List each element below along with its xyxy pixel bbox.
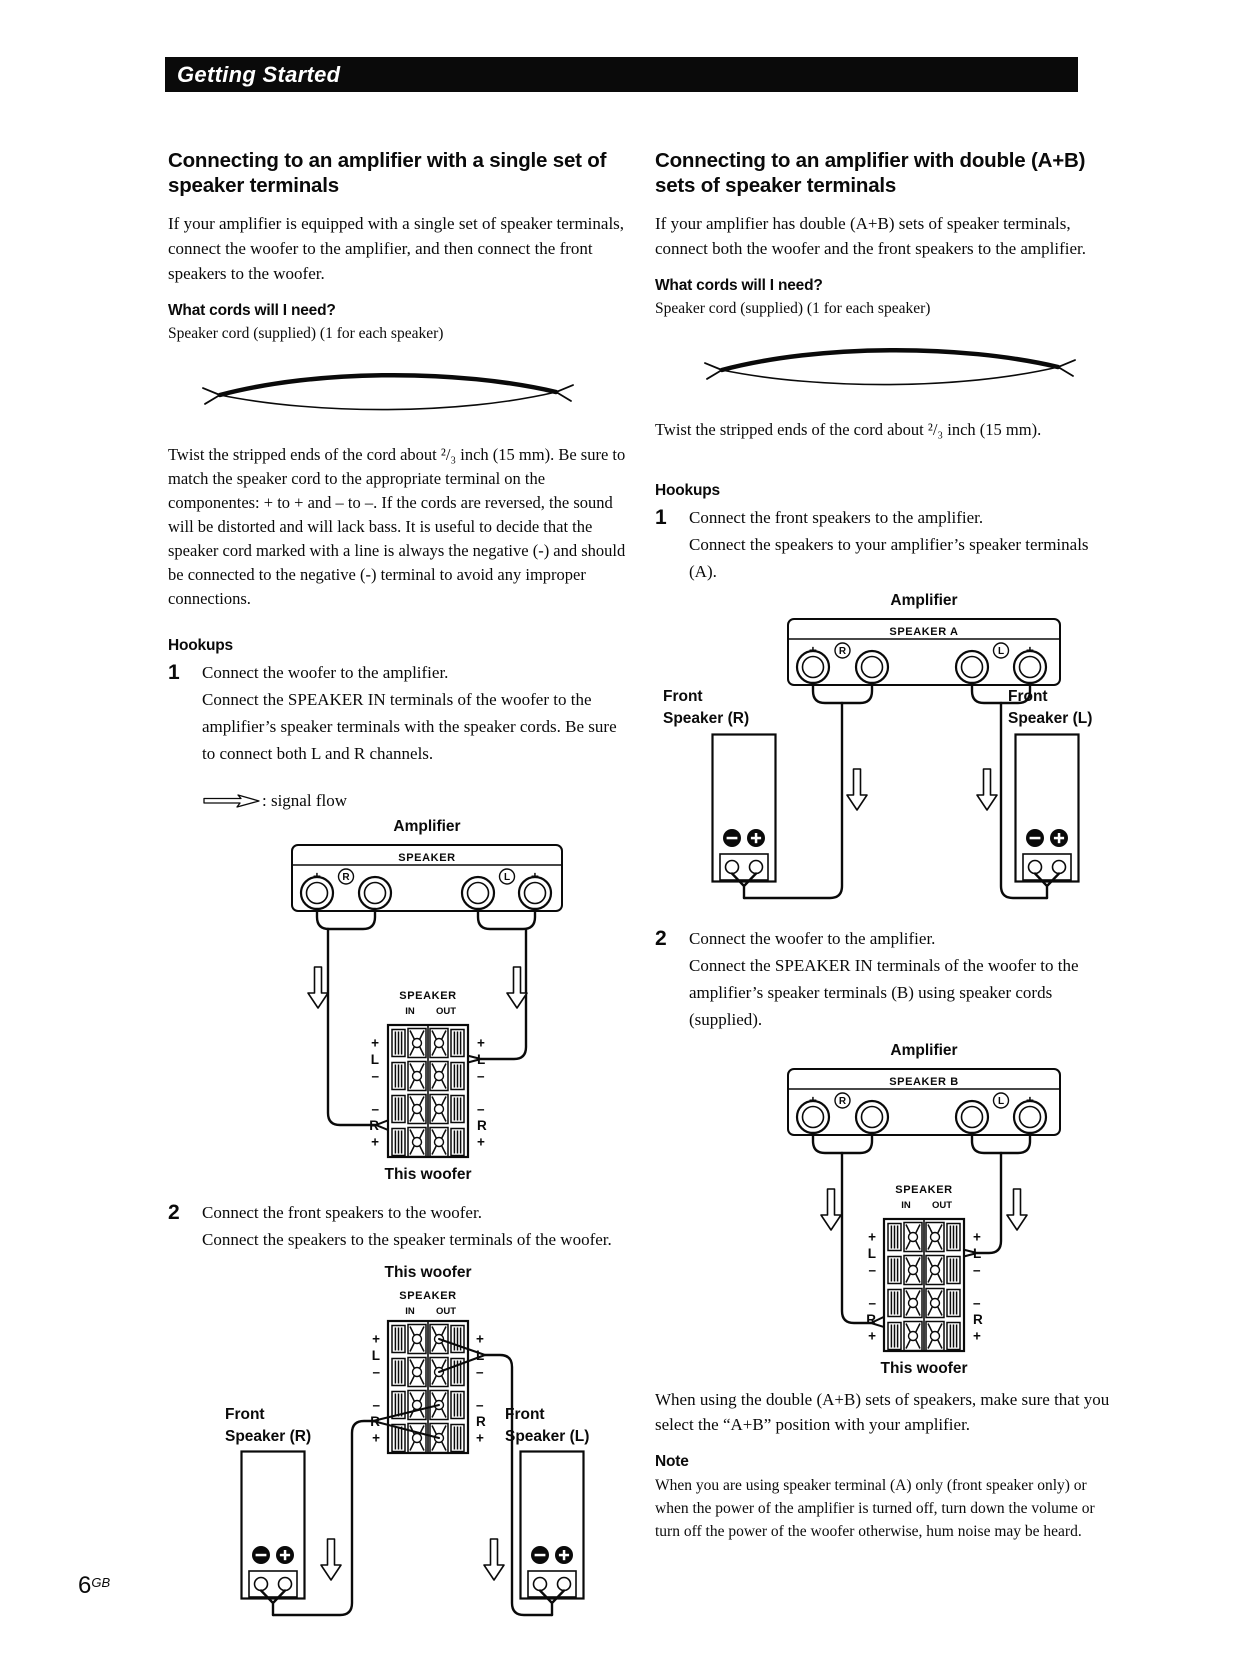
section-header-bar (165, 57, 1078, 92)
svg-text:–: – (477, 1101, 485, 1117)
right-step-2 (655, 925, 1117, 1033)
section-title: Getting Started (177, 61, 341, 87)
speaker-b-strip-label: SPEAKER B (889, 1076, 959, 1088)
front-speaker-l-label: Front (1008, 688, 1048, 705)
speaker-label: SPEAKER (399, 990, 457, 1002)
signal-flow-arrow-icon (202, 792, 262, 810)
left-heading: Connecting to an amplifier with a single set of speaker terminals (168, 149, 607, 197)
svg-text:–: – (477, 1068, 485, 1084)
svg-text:+: + (371, 1035, 379, 1051)
svg-text:L: L (371, 1348, 380, 1363)
svg-text:+: + (868, 1229, 876, 1245)
flow-arrow-icon (507, 967, 527, 1008)
svg-text:+: + (973, 1229, 981, 1245)
svg-text:–: – (372, 1364, 380, 1380)
svg-text:–: – (868, 1262, 876, 1278)
woofer-to-front-speakers-diagram (168, 1261, 630, 1633)
flow-arrow-icon (821, 1189, 841, 1230)
amp-b-to-woofer-diagram (655, 1039, 1117, 1387)
svg-text:+: + (476, 1430, 484, 1446)
svg-text:–: – (476, 1364, 484, 1380)
step-number: 2 (168, 1201, 180, 1224)
svg-text:+: + (371, 1134, 379, 1150)
svg-text:–: – (973, 1262, 981, 1278)
svg-text:–: – (371, 1101, 379, 1117)
right-step-1 (655, 504, 1117, 585)
svg-text:R: R (973, 1312, 983, 1327)
front-speaker-box-l (521, 1452, 584, 1616)
front-speaker-r-label: Front (663, 688, 703, 705)
left-hookups-heading: Hookups (168, 637, 233, 654)
this-woofer-label: This woofer (384, 1166, 472, 1183)
flow-arrow-icon (321, 1539, 341, 1580)
out-label: OUT (435, 1006, 457, 1017)
front-speaker-r-label: Front (225, 1406, 265, 1423)
speaker-label: SPEAKER (895, 1184, 953, 1196)
svg-text:R: R (866, 1312, 876, 1327)
signal-flow-legend (202, 791, 630, 811)
flow-arrow-icon (1007, 1189, 1027, 1230)
svg-text:L: L (973, 1246, 982, 1261)
left-step-2 (168, 1199, 630, 1253)
speaker-cord-illustration (198, 359, 578, 431)
left-intro: If your amplifier is equipped with a single set of speaker terminals, connect the woofer to the amplifier, and then connect the front speakers to the woofer. (168, 214, 625, 283)
in-label: IN (901, 1200, 911, 1211)
step-number: 1 (655, 506, 667, 529)
amplifier-label: Amplifier (890, 1042, 958, 1059)
svg-text:+: + (477, 1134, 485, 1150)
woofer-terminal-block (884, 1219, 964, 1351)
ab-paragraph: When using the double (A+B) sets of speakers, make sure that you select the “A+B” position with your amplifier. (655, 1390, 1110, 1434)
r-circled-label: R (838, 646, 847, 657)
svg-text:R: R (369, 1118, 379, 1133)
svg-text:–: – (868, 1295, 876, 1311)
step-text: Connect the speakers to the speaker terminals of the woofer. (202, 1230, 612, 1249)
l-circled-label: L (997, 1096, 1005, 1107)
r-circled-label: R (342, 872, 350, 883)
speaker-wires (744, 683, 1047, 898)
flow-arrow-icon (977, 769, 997, 810)
speaker-label: SPEAKER (399, 1290, 457, 1302)
svg-text:R: R (476, 1414, 486, 1429)
svg-text:–: – (476, 1397, 484, 1413)
this-woofer-label: This woofer (384, 1264, 472, 1281)
step-text: Connect the SPEAKER IN terminals of the woofer to the amplifier’s speaker terminals (B) using speaker cords (supplied). (689, 956, 1079, 1029)
step-title: Connect the front speakers to the amplifier. (689, 508, 984, 527)
front-speaker-l-label: Speaker (L) (505, 1428, 590, 1445)
note-heading: Note (655, 1453, 689, 1470)
left-twist-paragraph: Twist the stripped ends of the cord about ²/₃ inch (15 mm). Be sure to match the speaker cord to the appropriate terminal on the componentes: + to + and – to –. If the cords are reversed, the sound will be distorted and will lack bass. It is useful to decide that the speaker cord marked with a line is always the negative (-) and should be connected to the negative (-) terminal to avoid any improper connections. (168, 445, 626, 608)
svg-text:L: L (867, 1246, 876, 1261)
this-woofer-label: This woofer (880, 1360, 968, 1377)
svg-text:R: R (477, 1118, 487, 1133)
right-intro: If your amplifier has double (A+B) sets of speaker terminals, connect both the woofer and the front speakers to the amplifier. (655, 214, 1086, 258)
front-speaker-l-label: Front (505, 1406, 545, 1423)
page-number: $6^{GB}$ (78, 1572, 111, 1599)
right-hookups-heading: Hookups (655, 482, 720, 499)
step-title: Connect the woofer to the amplifier. (689, 929, 936, 948)
right-heading: Connecting to an amplifier with double (A+B) sets of speaker terminals (655, 149, 1086, 197)
left-cords-heading: What cords will I need? (168, 302, 336, 319)
right-cords-heading: What cords will I need? (655, 277, 823, 294)
svg-text:+: + (868, 1328, 876, 1344)
woofer-terminal-block (388, 1025, 468, 1157)
svg-text:L: L (477, 1052, 486, 1067)
front-speaker-box-r (713, 735, 776, 899)
svg-text:+: + (372, 1430, 380, 1446)
svg-text:–: – (371, 1068, 379, 1084)
step-title: Connect the woofer to the amplifier. (202, 663, 449, 682)
page-number-suffix: GB (91, 1575, 111, 1590)
l-circled-label: L (997, 646, 1005, 657)
out-label: OUT (435, 1306, 457, 1317)
signal-flow-label: : signal flow (262, 791, 347, 810)
single-amp-to-woofer-diagram (168, 817, 630, 1189)
in-label: IN (405, 1006, 415, 1017)
step-text: Connect the speakers to your amplifier’s speaker terminals (A). (689, 535, 1089, 581)
flow-arrow-icon (308, 967, 328, 1008)
step-number: 1 (168, 661, 180, 684)
left-column (168, 148, 630, 1633)
svg-text:–: – (973, 1295, 981, 1311)
step-title: Connect the front speakers to the woofer. (202, 1203, 482, 1222)
flow-arrow-icon (484, 1539, 504, 1580)
speaker-a-strip-label: SPEAKER A (889, 626, 959, 638)
amplifier-label: Amplifier (890, 592, 958, 609)
speaker-cord-illustration (700, 334, 1080, 406)
svg-text:+: + (973, 1328, 981, 1344)
out-label: OUT (931, 1200, 953, 1211)
front-speaker-box-l (1016, 735, 1079, 899)
note-text: When you are using speaker terminal (A) only (front speaker only) or when the power of the amplifier is turned off, turn down the volume or turn off the power of the woofer otherwise, hum noise may be heard. (655, 1477, 1095, 1540)
svg-text:–: – (372, 1397, 380, 1413)
svg-text:+: + (372, 1331, 380, 1347)
r-circled-label: R (838, 1096, 847, 1107)
step-text: Connect the SPEAKER IN terminals of the woofer to the amplifier’s speaker terminals with the speaker cords. Be sure to connect both L and R channels. (202, 690, 617, 763)
woofer-terminal-block (388, 1321, 468, 1453)
svg-text:L: L (476, 1348, 485, 1363)
front-speaker-r-label: Speaker (R) (225, 1428, 312, 1445)
svg-text:+: + (476, 1331, 484, 1347)
front-speaker-box-r (242, 1452, 305, 1616)
front-speaker-r-label: Speaker (R) (663, 710, 750, 727)
l-circled-label: L (503, 872, 511, 883)
amplifier-label: Amplifier (393, 818, 461, 835)
left-cords-text: Speaker cord (supplied) (1 for each speaker) (168, 325, 444, 342)
right-column (655, 148, 1117, 1543)
right-twist-paragraph: Twist the stripped ends of the cord about ²/₃ inch (15 mm). (655, 420, 1042, 439)
in-label: IN (405, 1306, 415, 1317)
amp-a-to-front-speakers-diagram (655, 589, 1117, 911)
svg-text:+: + (477, 1035, 485, 1051)
svg-text:L: L (370, 1052, 379, 1067)
right-cords-text: Speaker cord (supplied) (1 for each speaker) (655, 300, 931, 317)
svg-text:R: R (370, 1414, 380, 1429)
step-number: 2 (655, 927, 667, 950)
speaker-strip-label: SPEAKER (398, 852, 456, 864)
flow-arrow-icon (847, 769, 867, 810)
front-speaker-l-label: Speaker (L) (1008, 710, 1093, 727)
left-step-1 (168, 659, 630, 767)
